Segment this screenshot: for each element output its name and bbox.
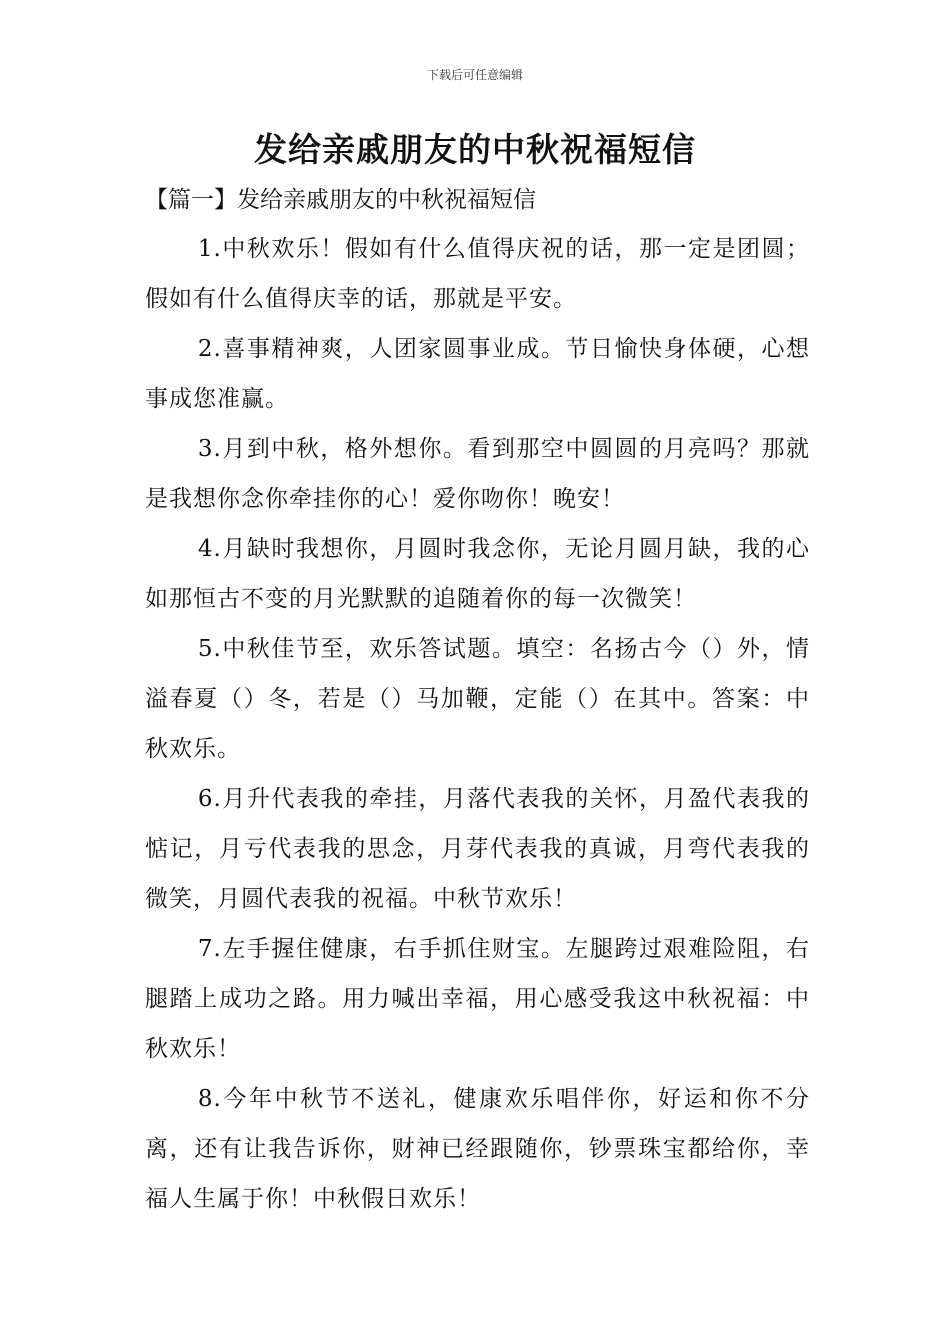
paragraph-8: 8.今年中秋节不送礼，健康欢乐唱伴你，好运和你不分离，还有让我告诉你，财神已经跟随你，钞票珠宝都给你，幸福人生属于你！中秋假日欢乐！ xyxy=(145,1086,810,1212)
paragraph-1: 1.中秋欢乐！假如有什么值得庆祝的话，那一定是团圆；假如有什么值得庆幸的话，那就是平安。 xyxy=(145,236,810,312)
paragraph-6: 6.月升代表我的牵挂，月落代表我的关怀，月盈代表我的惦记，月亏代表我的思念，月芽代表我的真诚，月弯代表我的微笑，月圆代表我的祝福。中秋节欢乐！ xyxy=(145,786,810,912)
paragraph-4: 4.月缺时我想你，月圆时我念你，无论月圆月缺，我的心如那恒古不变的月光默默的追随着你的每一次微笑！ xyxy=(145,536,810,612)
document-title: 发给亲戚朋友的中秋祝福短信 xyxy=(254,130,696,169)
paragraph-7: 7.左手握住健康，右手抓住财宝。左腿跨过艰难险阻，右腿踏上成功之路。用力喊出幸福，用心感受我这中秋祝福：中秋欢乐！ xyxy=(145,936,810,1062)
document-body xyxy=(145,180,810,1224)
paragraph-5: 5.中秋佳节至，欢乐答试题。填空：名扬古今（）外，情溢春夏（）冬，若是（）马加鞭，定能（）在其中。答案：中秋欢乐。 xyxy=(145,636,810,762)
section-heading: 【篇一】发给亲戚朋友的中秋祝福短信 xyxy=(145,187,536,213)
paragraph-3: 3.月到中秋，格外想你。看到那空中圆圆的月亮吗？那就是我想你念你牵挂你的心！爱你吻你！晚安！ xyxy=(145,436,810,512)
header-note: 下载后可任意编辑 xyxy=(426,68,523,82)
paragraph-2: 2.喜事精神爽，人团家圆事业成。节日愉快身体硬，心想事成您准赢。 xyxy=(145,336,810,412)
